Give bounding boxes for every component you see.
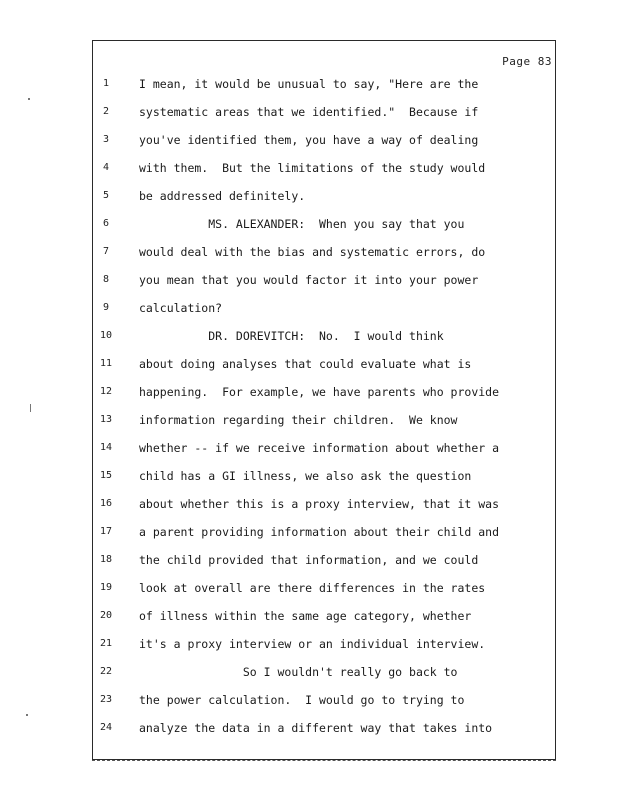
transcript-line <box>0 298 618 318</box>
line-text: of illness within the same age category, whether <box>139 609 472 623</box>
page-bottom-border <box>92 760 556 764</box>
transcript-line <box>0 690 618 710</box>
line-text: be addressed definitely. <box>139 189 306 203</box>
line-text: I mean, it would be unusual to say, "Here are the <box>139 77 479 91</box>
transcript-line <box>0 382 618 402</box>
line-text: DR. DOREVITCH: No. I would think <box>139 329 444 343</box>
line-text: you mean that you would factor it into your power <box>139 273 479 287</box>
transcript-line <box>0 662 618 682</box>
line-number: 17 <box>99 526 113 537</box>
line-number: 23 <box>99 694 113 705</box>
transcript-line <box>0 466 618 486</box>
line-text: about doing analyses that could evaluate what is <box>139 357 472 371</box>
transcript-line <box>0 578 618 598</box>
line-number: 16 <box>99 498 113 509</box>
line-text: would deal with the bias and systematic errors, do <box>139 245 486 259</box>
transcript-line <box>0 718 618 738</box>
line-text: about whether this is a proxy interview, that it was <box>139 497 500 511</box>
line-text: look at overall are there differences in the rates <box>139 581 486 595</box>
line-number: 19 <box>99 582 113 593</box>
scan-speck <box>30 404 31 412</box>
line-text: child has a GI illness, we also ask the question <box>139 469 472 483</box>
line-number: 9 <box>102 302 110 313</box>
line-text: information regarding their children. We know <box>139 413 458 427</box>
scan-speck <box>26 714 28 716</box>
transcript-line <box>0 186 618 206</box>
line-number: 14 <box>99 442 113 453</box>
transcript-line <box>0 74 618 94</box>
line-number: 24 <box>99 722 113 733</box>
line-number: 15 <box>99 470 113 481</box>
line-text: the power calculation. I would go to trying to <box>139 693 465 707</box>
transcript-line <box>0 214 618 234</box>
transcript-line <box>0 522 618 542</box>
line-text: MS. ALEXANDER: When you say that you <box>139 217 465 231</box>
transcript-line <box>0 102 618 122</box>
transcript-line <box>0 242 618 262</box>
transcript-line <box>0 158 618 178</box>
line-text: whether -- if we receive information about whether a <box>139 441 500 455</box>
transcript-line <box>0 326 618 346</box>
line-number: 18 <box>99 554 113 565</box>
line-number: 10 <box>99 330 113 341</box>
scan-speck <box>28 98 30 100</box>
line-number: 3 <box>102 134 110 145</box>
transcript-line <box>0 410 618 430</box>
line-number: 5 <box>102 190 110 201</box>
transcript-line <box>0 270 618 290</box>
line-text: it's a proxy interview or an individual interview. <box>139 637 486 651</box>
transcript-line <box>0 606 618 626</box>
line-number: 21 <box>99 638 113 649</box>
line-number: 22 <box>99 666 113 677</box>
line-number: 2 <box>102 106 110 117</box>
line-text: the child provided that information, and we could <box>139 553 479 567</box>
transcript-line <box>0 354 618 374</box>
line-text: happening. For example, we have parents who provide <box>139 385 500 399</box>
line-text: a parent providing information about their child and <box>139 525 500 539</box>
line-number: 6 <box>102 218 110 229</box>
transcript-line <box>0 634 618 654</box>
line-text: So I wouldn't really go back to <box>139 665 458 679</box>
line-text: systematic areas that we identified." Because if <box>139 105 479 119</box>
line-number: 12 <box>99 386 113 397</box>
line-number: 13 <box>99 414 113 425</box>
line-text: calculation? <box>139 301 223 315</box>
line-number: 7 <box>102 246 110 257</box>
line-text: analyze the data in a different way that takes into <box>139 721 493 735</box>
transcript-line <box>0 130 618 150</box>
line-text: with them. But the limitations of the study would <box>139 161 486 175</box>
line-number: 4 <box>102 162 110 173</box>
line-text: you've identified them, you have a way of dealing <box>139 133 479 147</box>
transcript-line <box>0 494 618 514</box>
page-number: Page 83 <box>502 55 552 68</box>
line-number: 11 <box>99 358 113 369</box>
line-number: 20 <box>99 610 113 621</box>
transcript-line <box>0 550 618 570</box>
line-number: 8 <box>102 274 110 285</box>
transcript-line <box>0 438 618 458</box>
line-number: 1 <box>102 78 110 89</box>
